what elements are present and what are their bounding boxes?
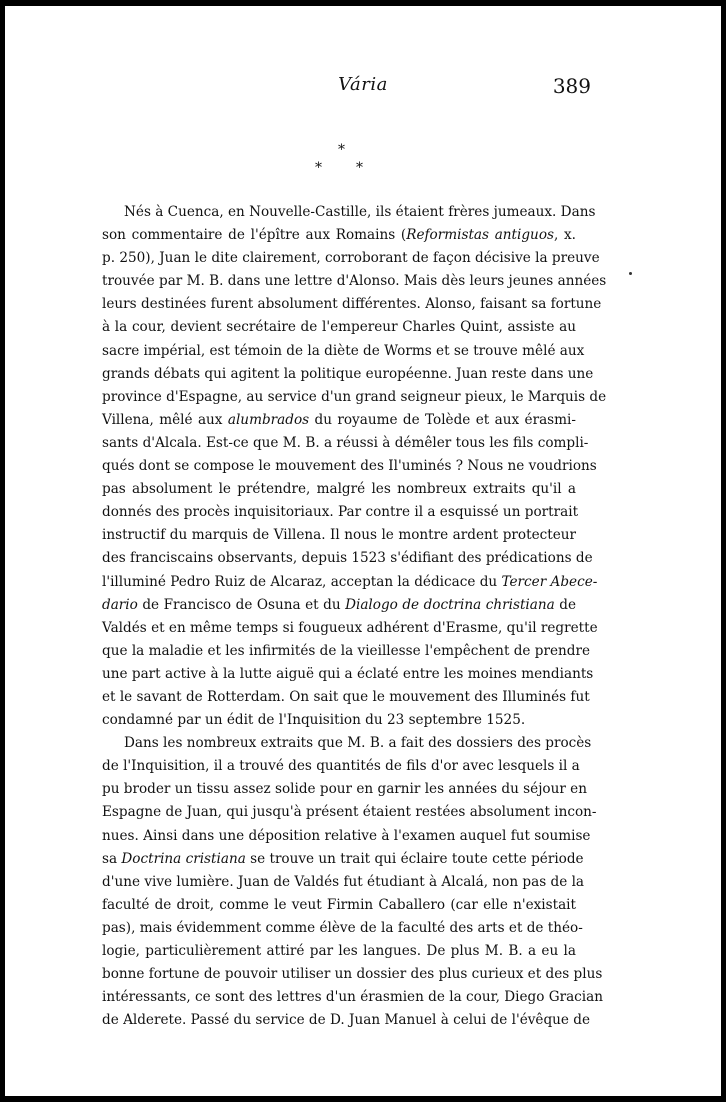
text-line: p. 250), Juan le dite clairement, corroborant de façon décisive la preuve bbox=[102, 250, 600, 267]
page-number: 389 bbox=[552, 74, 591, 98]
asterism-separator bbox=[305, 142, 385, 182]
text-line: à la cour, devient secrétaire de l'empereur Charles Quint, assiste au bbox=[102, 319, 576, 336]
text-line: province d'Espagne, au service d'un grand seigneur pieux, le Marquis de bbox=[102, 388, 607, 405]
book-page bbox=[5, 6, 721, 1096]
text-line: que la maladie et les infirmités de la vieillesse l'empêchent de prendre bbox=[102, 642, 591, 659]
text-line: bonne fortune de pouvoir utiliser un dossier des plus curieux et des plus bbox=[102, 966, 603, 983]
text-line: l'illuminé Pedro Ruiz de Alcaraz, acceptan la dédicace du Tercer Abece- bbox=[102, 573, 598, 590]
text-line: Nés à Cuenca, en Nouvelle-Castille, ils étaient frères jumeaux. Dans bbox=[124, 204, 596, 220]
text-line: intéressants, ce sont des lettres d'un érasmien de la cour, Diego Gracian bbox=[102, 989, 603, 1006]
text-line: son commentaire de l'épître aux Romains (Reformistas antiguos, x. bbox=[102, 227, 576, 244]
text-line: qués dont se compose le mouvement des Il'uminés ? Nous ne voudrions bbox=[102, 458, 597, 475]
text-line: sa Doctrina cristiana se trouve un trait qui éclaire toute cette période bbox=[102, 850, 584, 867]
text-line: grands débats qui agitent la politique européenne. Juan reste dans une bbox=[102, 365, 594, 382]
text-line: des franciscains observants, depuis 1523 s'édifiant des prédications de bbox=[102, 550, 593, 567]
text-line: une part active à la lutte aiguë qui a éclaté entre les moines mendiants bbox=[102, 665, 594, 682]
asterism-star-top: * bbox=[338, 142, 345, 158]
text-line: de l'Inquisition, il a trouvé des quantités de fils d'or avec lesquels il a bbox=[102, 758, 580, 775]
text-line: faculté de droit, comme le veut Firmin Caballero (car elle n'existait bbox=[102, 896, 576, 913]
text-line: sacre impérial, est témoin de la diète de Worms et se trouve mêlé aux bbox=[102, 342, 585, 359]
paragraph bbox=[102, 732, 603, 1032]
running-title: Vária bbox=[338, 74, 388, 95]
text-line: pu broder un tissu assez solide pour en garnir les années du séjour en bbox=[102, 781, 587, 798]
text-line: dario de Francisco de Osuna et du Dialogo de doctrina christiana de bbox=[102, 596, 576, 613]
asterism-star-left: * bbox=[315, 160, 322, 176]
text-line: logie, particulièrement attiré par les langues. De plus M. B. a eu la bbox=[102, 943, 576, 959]
body-text bbox=[102, 201, 607, 1032]
text-line: donnés des procès inquisitoriaux. Par contre il a esquissé un portrait bbox=[102, 504, 579, 521]
margin-speck bbox=[629, 272, 632, 275]
text-line: leurs destinées furent absolument différentes. Alonso, faisant sa fortune bbox=[102, 296, 602, 313]
text-line: instructif du marquis de Villena. Il nous le montre ardent protecteur bbox=[102, 527, 576, 544]
text-line: sants d'Alcala. Est-ce que M. B. a réussi à démêler tous les fils compli- bbox=[102, 434, 589, 451]
text-line: Espagne de Juan, qui jusqu'à présent étaient restées absolument incon- bbox=[102, 804, 597, 821]
text-line: pas), mais évidemment comme élève de la faculté des arts et de théo- bbox=[102, 919, 583, 936]
text-line: et le savant de Rotterdam. On sait que le mouvement des Illuminés fut bbox=[102, 688, 590, 705]
asterism-star-right: * bbox=[356, 160, 363, 176]
text-line: nues. Ainsi dans une déposition relative à l'examen auquel fut soumise bbox=[102, 827, 591, 844]
text-line: Valdés et en même temps si fougueux adhérent d'Erasme, qu'il regrette bbox=[102, 619, 598, 636]
text-line: d'une vive lumière. Juan de Valdés fut étudiant à Alcalá, non pas de la bbox=[102, 873, 585, 890]
text-line: Dans les nombreux extraits que M. B. a fait des dossiers des procès bbox=[124, 735, 592, 752]
text-line: de Alderete. Passé du service de D. Juan Manuel à celui de l'évêque de bbox=[102, 1012, 591, 1029]
paragraph bbox=[102, 201, 607, 732]
text-line: Villena, mêlé aux alumbrados du royaume de Tolède et aux érasmi- bbox=[102, 411, 576, 428]
text-line: condamné par un édit de l'Inquisition du 23 septembre 1525. bbox=[102, 712, 526, 729]
text-line: pas absolument le prétendre, malgré les nombreux extraits qu'il a bbox=[102, 481, 576, 498]
text-line: trouvée par M. B. dans une lettre d'Alonso. Mais dès leurs jeunes années bbox=[102, 273, 607, 290]
